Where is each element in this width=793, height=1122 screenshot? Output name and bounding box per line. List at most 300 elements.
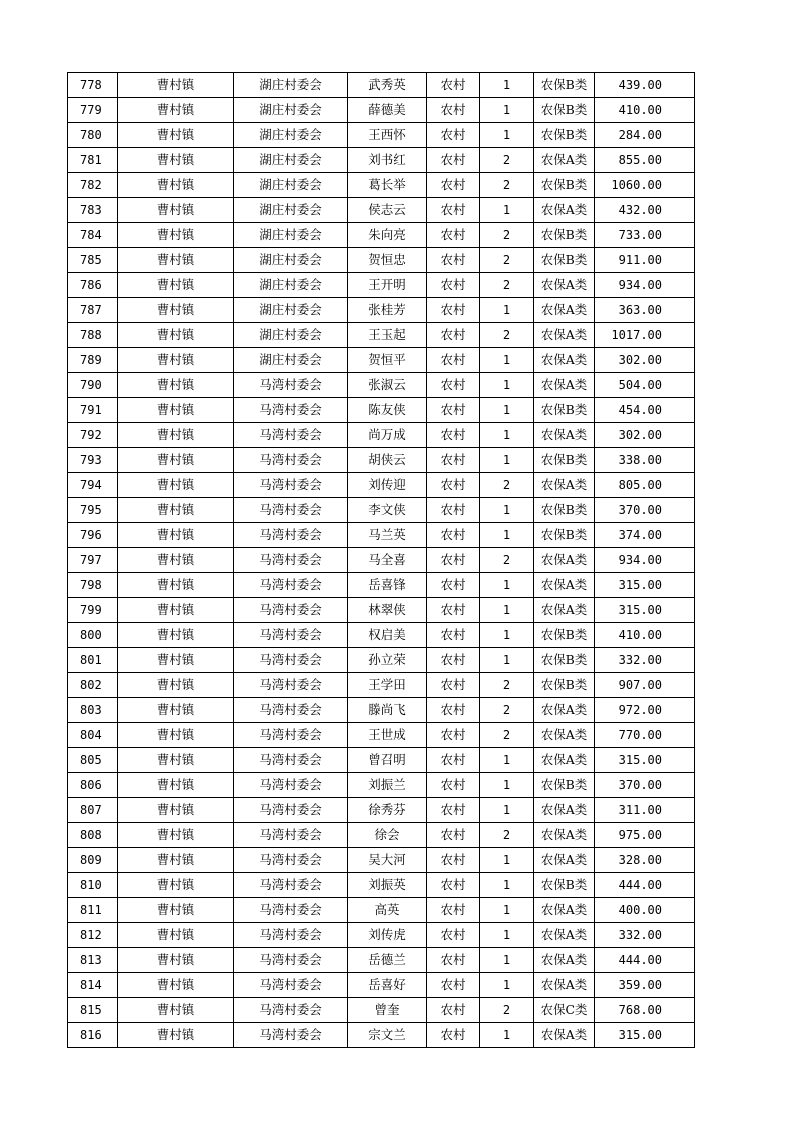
village-committee-cell: 马湾村委会 [234,998,348,1023]
person-count-cell: 1 [480,848,534,873]
serial-number-cell: 785 [68,248,118,273]
household-type-cell: 农村 [427,348,480,373]
name-cell: 曾召明 [348,748,427,773]
person-count-cell: 1 [480,98,534,123]
amount-cell: 315.00 [595,748,695,773]
town-cell: 曹村镇 [118,223,234,248]
person-count-cell: 1 [480,73,534,98]
serial-number-cell: 790 [68,373,118,398]
person-count-cell: 2 [480,173,534,198]
village-committee-cell: 湖庄村委会 [234,298,348,323]
name-cell: 岳德兰 [348,948,427,973]
town-cell: 曹村镇 [118,423,234,448]
household-type-cell: 农村 [427,1023,480,1048]
village-committee-cell: 湖庄村委会 [234,73,348,98]
village-committee-cell: 湖庄村委会 [234,98,348,123]
insurance-category-cell: 农保A类 [534,973,595,998]
serial-number-cell: 783 [68,198,118,223]
town-cell: 曹村镇 [118,698,234,723]
table-row [68,773,695,798]
insurance-category-cell: 农保A类 [534,1023,595,1048]
amount-cell: 454.00 [595,398,695,423]
serial-number-cell: 797 [68,548,118,573]
household-type-cell: 农村 [427,973,480,998]
table-row [68,923,695,948]
serial-number-cell: 784 [68,223,118,248]
town-cell: 曹村镇 [118,298,234,323]
serial-number-cell: 778 [68,73,118,98]
household-type-cell: 农村 [427,448,480,473]
person-count-cell: 1 [480,198,534,223]
name-cell: 薛德美 [348,98,427,123]
household-type-cell: 农村 [427,823,480,848]
village-committee-cell: 湖庄村委会 [234,248,348,273]
amount-cell: 855.00 [595,148,695,173]
name-cell: 曾奎 [348,998,427,1023]
person-count-cell: 1 [480,598,534,623]
serial-number-cell: 801 [68,648,118,673]
serial-number-cell: 809 [68,848,118,873]
amount-cell: 302.00 [595,423,695,448]
serial-number-cell: 798 [68,573,118,598]
amount-cell: 444.00 [595,948,695,973]
serial-number-cell: 811 [68,898,118,923]
household-type-cell: 农村 [427,173,480,198]
serial-number-cell: 814 [68,973,118,998]
household-type-cell: 农村 [427,648,480,673]
person-count-cell: 1 [480,973,534,998]
serial-number-cell: 806 [68,773,118,798]
name-cell: 王玉起 [348,323,427,348]
amount-cell: 444.00 [595,873,695,898]
serial-number-cell: 786 [68,273,118,298]
person-count-cell: 2 [480,823,534,848]
person-count-cell: 1 [480,573,534,598]
amount-cell: 934.00 [595,548,695,573]
person-count-cell: 1 [480,773,534,798]
amount-cell: 410.00 [595,623,695,648]
person-count-cell: 2 [480,148,534,173]
insurance-category-cell: 农保A类 [534,423,595,448]
table-row [68,298,695,323]
village-committee-cell: 湖庄村委会 [234,198,348,223]
village-committee-cell: 马湾村委会 [234,648,348,673]
amount-cell: 972.00 [595,698,695,723]
person-count-cell: 1 [480,923,534,948]
amount-cell: 284.00 [595,123,695,148]
person-count-cell: 1 [480,798,534,823]
household-type-cell: 农村 [427,673,480,698]
amount-cell: 315.00 [595,1023,695,1048]
town-cell: 曹村镇 [118,923,234,948]
amount-cell: 363.00 [595,298,695,323]
table-row [68,498,695,523]
person-count-cell: 2 [480,723,534,748]
amount-cell: 410.00 [595,98,695,123]
insurance-category-cell: 农保A类 [534,323,595,348]
household-type-cell: 农村 [427,698,480,723]
person-count-cell: 2 [480,673,534,698]
name-cell: 刘传虎 [348,923,427,948]
town-cell: 曹村镇 [118,1023,234,1048]
village-committee-cell: 湖庄村委会 [234,223,348,248]
amount-cell: 338.00 [595,448,695,473]
serial-number-cell: 805 [68,748,118,773]
person-count-cell: 1 [480,498,534,523]
name-cell: 张淑云 [348,373,427,398]
town-cell: 曹村镇 [118,573,234,598]
household-type-cell: 农村 [427,798,480,823]
insurance-category-cell: 农保B类 [534,123,595,148]
name-cell: 王西怀 [348,123,427,148]
village-committee-cell: 马湾村委会 [234,623,348,648]
name-cell: 徐会 [348,823,427,848]
person-count-cell: 2 [480,998,534,1023]
village-committee-cell: 马湾村委会 [234,573,348,598]
town-cell: 曹村镇 [118,773,234,798]
household-type-cell: 农村 [427,148,480,173]
town-cell: 曹村镇 [118,973,234,998]
serial-number-cell: 788 [68,323,118,348]
town-cell: 曹村镇 [118,173,234,198]
amount-cell: 975.00 [595,823,695,848]
insurance-category-cell: 农保B类 [534,873,595,898]
name-cell: 陈友侠 [348,398,427,423]
serial-number-cell: 781 [68,148,118,173]
village-committee-cell: 马湾村委会 [234,548,348,573]
table-row [68,723,695,748]
insurance-category-cell: 农保A类 [534,823,595,848]
village-committee-cell: 马湾村委会 [234,373,348,398]
name-cell: 尚万成 [348,423,427,448]
name-cell: 王世成 [348,723,427,748]
insurance-category-cell: 农保A类 [534,748,595,773]
table-row [68,173,695,198]
household-type-cell: 农村 [427,198,480,223]
household-type-cell: 农村 [427,323,480,348]
amount-cell: 805.00 [595,473,695,498]
table-row [68,398,695,423]
amount-cell: 439.00 [595,73,695,98]
household-type-cell: 农村 [427,548,480,573]
table-row [68,748,695,773]
town-cell: 曹村镇 [118,898,234,923]
serial-number-cell: 802 [68,673,118,698]
person-count-cell: 1 [480,298,534,323]
amount-cell: 315.00 [595,598,695,623]
table-row [68,948,695,973]
village-committee-cell: 马湾村委会 [234,948,348,973]
table-row [68,673,695,698]
amount-cell: 1060.00 [595,173,695,198]
person-count-cell: 1 [480,348,534,373]
village-committee-cell: 马湾村委会 [234,923,348,948]
amount-cell: 374.00 [595,523,695,548]
serial-number-cell: 779 [68,98,118,123]
table-row [68,273,695,298]
table-row [68,448,695,473]
serial-number-cell: 812 [68,923,118,948]
amount-cell: 332.00 [595,648,695,673]
name-cell: 贺恒忠 [348,248,427,273]
name-cell: 马兰英 [348,523,427,548]
amount-cell: 1017.00 [595,323,695,348]
village-committee-cell: 马湾村委会 [234,698,348,723]
table-row [68,523,695,548]
household-type-cell: 农村 [427,773,480,798]
person-count-cell: 2 [480,548,534,573]
town-cell: 曹村镇 [118,148,234,173]
table-row [68,973,695,998]
town-cell: 曹村镇 [118,473,234,498]
table-row [68,423,695,448]
village-committee-cell: 马湾村委会 [234,973,348,998]
serial-number-cell: 782 [68,173,118,198]
village-committee-cell: 马湾村委会 [234,848,348,873]
insurance-category-cell: 农保B类 [534,248,595,273]
insurance-category-cell: 农保B类 [534,673,595,698]
household-type-cell: 农村 [427,873,480,898]
household-type-cell: 农村 [427,723,480,748]
name-cell: 刘振兰 [348,773,427,798]
name-cell: 王学田 [348,673,427,698]
insurance-category-cell: 农保B类 [534,223,595,248]
village-committee-cell: 马湾村委会 [234,598,348,623]
village-committee-cell: 马湾村委会 [234,448,348,473]
insurance-category-cell: 农保A类 [534,473,595,498]
household-type-cell: 农村 [427,298,480,323]
insurance-category-cell: 农保B类 [534,73,595,98]
name-cell: 岳喜好 [348,973,427,998]
household-type-cell: 农村 [427,248,480,273]
household-type-cell: 农村 [427,948,480,973]
insurance-category-cell: 农保A类 [534,698,595,723]
name-cell: 宗文兰 [348,1023,427,1048]
serial-number-cell: 780 [68,123,118,148]
serial-number-cell: 800 [68,623,118,648]
table-row [68,98,695,123]
name-cell: 马全喜 [348,548,427,573]
amount-cell: 504.00 [595,373,695,398]
name-cell: 贺恒平 [348,348,427,373]
serial-number-cell: 808 [68,823,118,848]
household-type-cell: 农村 [427,423,480,448]
amount-cell: 370.00 [595,773,695,798]
town-cell: 曹村镇 [118,823,234,848]
table-row [68,648,695,673]
town-cell: 曹村镇 [118,598,234,623]
person-count-cell: 1 [480,1023,534,1048]
table-row [68,998,695,1023]
village-committee-cell: 马湾村委会 [234,823,348,848]
amount-cell: 911.00 [595,248,695,273]
person-count-cell: 1 [480,448,534,473]
name-cell: 李文侠 [348,498,427,523]
name-cell: 刘传迎 [348,473,427,498]
table-body [68,73,695,1048]
insurance-category-cell: 农保B类 [534,98,595,123]
amount-cell: 907.00 [595,673,695,698]
village-committee-cell: 马湾村委会 [234,723,348,748]
table-row [68,598,695,623]
insurance-category-cell: 农保A类 [534,848,595,873]
person-count-cell: 1 [480,748,534,773]
town-cell: 曹村镇 [118,673,234,698]
insurance-category-cell: 农保C类 [534,998,595,1023]
name-cell: 吴大河 [348,848,427,873]
insurance-category-cell: 农保B类 [534,648,595,673]
village-committee-cell: 马湾村委会 [234,473,348,498]
insurance-category-cell: 农保B类 [534,773,595,798]
town-cell: 曹村镇 [118,623,234,648]
amount-cell: 768.00 [595,998,695,1023]
name-cell: 滕尚飞 [348,698,427,723]
town-cell: 曹村镇 [118,448,234,473]
household-type-cell: 农村 [427,623,480,648]
serial-number-cell: 804 [68,723,118,748]
village-committee-cell: 湖庄村委会 [234,173,348,198]
serial-number-cell: 816 [68,1023,118,1048]
name-cell: 岳喜锋 [348,573,427,598]
table-row [68,123,695,148]
insurance-category-cell: 农保B类 [534,173,595,198]
village-committee-cell: 马湾村委会 [234,498,348,523]
town-cell: 曹村镇 [118,123,234,148]
person-count-cell: 2 [480,473,534,498]
town-cell: 曹村镇 [118,348,234,373]
amount-cell: 770.00 [595,723,695,748]
person-count-cell: 1 [480,873,534,898]
serial-number-cell: 796 [68,523,118,548]
serial-number-cell: 792 [68,423,118,448]
household-type-cell: 农村 [427,473,480,498]
name-cell: 葛长举 [348,173,427,198]
household-type-cell: 农村 [427,273,480,298]
serial-number-cell: 794 [68,473,118,498]
town-cell: 曹村镇 [118,723,234,748]
name-cell: 徐秀芬 [348,798,427,823]
name-cell: 高英 [348,898,427,923]
town-cell: 曹村镇 [118,798,234,823]
table-row [68,623,695,648]
insurance-category-cell: 农保B类 [534,448,595,473]
table-row [68,248,695,273]
town-cell: 曹村镇 [118,323,234,348]
name-cell: 胡侠云 [348,448,427,473]
town-cell: 曹村镇 [118,198,234,223]
village-committee-cell: 湖庄村委会 [234,323,348,348]
amount-cell: 733.00 [595,223,695,248]
village-committee-cell: 马湾村委会 [234,773,348,798]
amount-cell: 400.00 [595,898,695,923]
household-type-cell: 农村 [427,398,480,423]
serial-number-cell: 815 [68,998,118,1023]
amount-cell: 328.00 [595,848,695,873]
name-cell: 刘书红 [348,148,427,173]
household-type-cell: 农村 [427,598,480,623]
serial-number-cell: 793 [68,448,118,473]
insurance-category-cell: 农保A类 [534,948,595,973]
serial-number-cell: 810 [68,873,118,898]
village-committee-cell: 马湾村委会 [234,673,348,698]
village-committee-cell: 马湾村委会 [234,748,348,773]
insurance-category-cell: 农保A类 [534,898,595,923]
insurance-category-cell: 农保A类 [534,148,595,173]
insurance-category-cell: 农保B类 [534,523,595,548]
serial-number-cell: 803 [68,698,118,723]
table-row [68,898,695,923]
village-committee-cell: 马湾村委会 [234,798,348,823]
table-row [68,848,695,873]
village-committee-cell: 湖庄村委会 [234,348,348,373]
name-cell: 王开明 [348,273,427,298]
insurance-category-cell: 农保A类 [534,723,595,748]
household-type-cell: 农村 [427,373,480,398]
household-type-cell: 农村 [427,848,480,873]
town-cell: 曹村镇 [118,648,234,673]
name-cell: 孙立荣 [348,648,427,673]
insurance-category-cell: 农保A类 [534,548,595,573]
household-type-cell: 农村 [427,523,480,548]
amount-cell: 332.00 [595,923,695,948]
person-count-cell: 2 [480,698,534,723]
town-cell: 曹村镇 [118,998,234,1023]
person-count-cell: 1 [480,123,534,148]
amount-cell: 302.00 [595,348,695,373]
table-row [68,873,695,898]
town-cell: 曹村镇 [118,748,234,773]
household-type-cell: 农村 [427,498,480,523]
person-count-cell: 2 [480,248,534,273]
table-row [68,223,695,248]
village-committee-cell: 湖庄村委会 [234,273,348,298]
town-cell: 曹村镇 [118,848,234,873]
person-count-cell: 1 [480,373,534,398]
name-cell: 刘振英 [348,873,427,898]
town-cell: 曹村镇 [118,498,234,523]
household-type-cell: 农村 [427,923,480,948]
town-cell: 曹村镇 [118,73,234,98]
serial-number-cell: 789 [68,348,118,373]
insurance-category-cell: 农保A类 [534,798,595,823]
insurance-category-cell: 农保A类 [534,198,595,223]
serial-number-cell: 807 [68,798,118,823]
table-row [68,573,695,598]
insurance-category-cell: 农保A类 [534,298,595,323]
household-type-cell: 农村 [427,223,480,248]
village-committee-cell: 马湾村委会 [234,873,348,898]
table-row [68,798,695,823]
table-row [68,198,695,223]
amount-cell: 315.00 [595,573,695,598]
amount-cell: 370.00 [595,498,695,523]
name-cell: 张桂芳 [348,298,427,323]
insurance-category-cell: 农保B类 [534,398,595,423]
insurance-category-cell: 农保B类 [534,498,595,523]
person-count-cell: 1 [480,648,534,673]
person-count-cell: 2 [480,223,534,248]
person-count-cell: 1 [480,523,534,548]
person-count-cell: 2 [480,323,534,348]
village-committee-cell: 湖庄村委会 [234,123,348,148]
serial-number-cell: 787 [68,298,118,323]
person-count-cell: 1 [480,898,534,923]
village-committee-cell: 马湾村委会 [234,523,348,548]
household-type-cell: 农村 [427,748,480,773]
insurance-category-cell: 农保A类 [534,598,595,623]
village-committee-cell: 马湾村委会 [234,398,348,423]
name-cell: 朱向亮 [348,223,427,248]
